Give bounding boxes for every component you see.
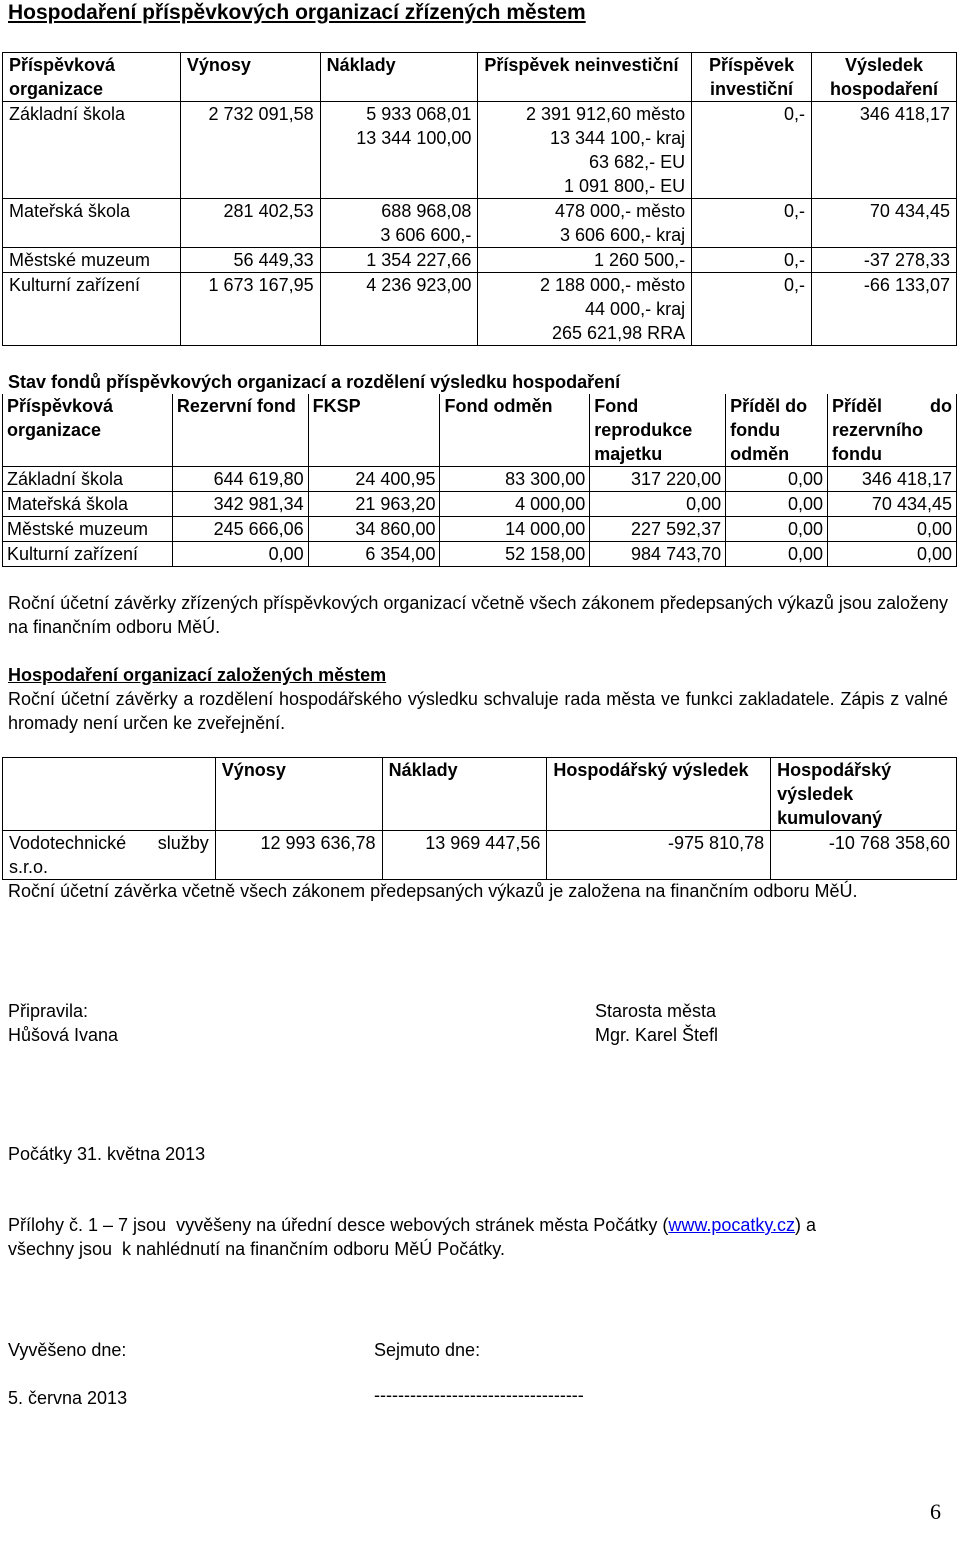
table-header-row [3, 758, 957, 831]
cell-revenue: 281 402,53 [180, 199, 320, 248]
cell-revenue: 1 673 167,95 [180, 273, 320, 346]
posted-label: Vyvěšeno dne: [8, 1340, 127, 1360]
col-header-cumulative-result: Hospodářský výsledek kumulovaný [771, 758, 957, 831]
mayor-label: Starosta města [595, 1001, 717, 1021]
cell-costs: 1 354 227,66 [320, 248, 478, 273]
table-row [3, 517, 957, 542]
col-header-allocation-reserve: Příděl do rezervního fondu [828, 394, 957, 467]
table-row [3, 542, 957, 567]
cell-value: 52 158,00 [440, 542, 590, 567]
cell-value: 34 860,00 [308, 517, 440, 542]
table-row [3, 199, 957, 248]
posted-date: 5. června 2013 [8, 1388, 128, 1408]
contributory-organizations-table [2, 52, 957, 346]
cell-value: 0,00 [726, 467, 828, 492]
cell-organization: Kulturní zařízení [3, 273, 181, 346]
table-header-row [3, 394, 957, 467]
page-number: 6 [930, 1499, 941, 1524]
attachments-line [8, 1213, 816, 1237]
cell-costs: 5 933 068,01 13 344 100,00 [320, 102, 478, 199]
col-header-fksp: FKSP [308, 394, 440, 467]
cell-value: 83 300,00 [440, 467, 590, 492]
cell-result: -975 810,78 [547, 831, 771, 880]
cell-value: 644 619,80 [172, 467, 308, 492]
cell-value: 14 000,00 [440, 517, 590, 542]
cell-organization: Kulturní zařízení [3, 542, 173, 567]
cell-result: -66 133,07 [812, 273, 957, 346]
cell-organization: Základní škola [3, 102, 181, 199]
cell-value: 984 743,70 [590, 542, 726, 567]
prepared-label: Připravila: [8, 1001, 89, 1021]
cell-noninvest: 2 391 912,60 město 13 344 100,- kraj 63 682,- EU 1 091 800,- EU [478, 102, 692, 199]
cell-invest: 0,- [692, 199, 812, 248]
cell-value: 0,00 [726, 517, 828, 542]
prepared-name: Hůšová Ivana [8, 1025, 119, 1045]
cell-value: 4 000,00 [440, 492, 590, 517]
cell-revenue: 56 449,33 [180, 248, 320, 273]
col-header-costs: Náklady [382, 758, 547, 831]
cell-organization: Mateřská škola [3, 199, 181, 248]
cell-value: 0,00 [172, 542, 308, 567]
table-row [3, 102, 957, 199]
cell-invest: 0,- [692, 273, 812, 346]
funds-table [2, 394, 957, 567]
col-header-allocation-reward: Příděl do fondu odměn [726, 394, 828, 467]
cell-organization: Mateřská škola [3, 492, 173, 517]
cell-costs: 13 969 447,56 [382, 831, 547, 880]
place-date: Počátky 31. května 2013 [8, 1144, 206, 1164]
cell-value: 24 400,95 [308, 467, 440, 492]
cell-organization: Vodotechnické služby s.r.o. [3, 831, 216, 880]
cell-organization: Městské muzeum [3, 248, 181, 273]
paragraph-founded: Roční účetní závěrky a rozdělení hospodářského výsledku schvaluje rada města ve funkci zakladatele. Zápis z valné hromady není určen ke zveřejnění. [8, 689, 948, 733]
cell-costs: 688 968,08 3 606 600,- [320, 199, 478, 248]
col-header-noninvest-contribution: Příspěvek neinvestiční [478, 53, 692, 102]
cell-value: 317 220,00 [590, 467, 726, 492]
table-header-row [3, 53, 957, 102]
cell-organization: Základní škola [3, 467, 173, 492]
cell-value: 0,00 [828, 517, 957, 542]
cell-costs: 4 236 923,00 [320, 273, 478, 346]
cell-result: 346 418,17 [812, 102, 957, 199]
col-header-revenue: Výnosy [180, 53, 320, 102]
website-link[interactable]: www.pocatky.cz [668, 1215, 796, 1235]
col-header-organization: Příspěvková organizace [3, 53, 181, 102]
cell-noninvest: 1 260 500,- [478, 248, 692, 273]
table-row [3, 248, 957, 273]
cell-revenue: 2 732 091,58 [180, 102, 320, 199]
cell-noninvest: 2 188 000,- město 44 000,- kraj 265 621,98 RRA [478, 273, 692, 346]
cell-result: 70 434,45 [812, 199, 957, 248]
cell-value: 0,00 [726, 542, 828, 567]
col-header-reproduction-fund: Fond reprodukce majetku [590, 394, 726, 467]
col-header-result: Výsledek hospodaření [812, 53, 957, 102]
attachments-line-2: všechny jsou k nahlédnutí na finančním odboru MěÚ Počátky. [8, 1239, 505, 1259]
removed-date-line: ----------------------------------- [374, 1385, 584, 1405]
cell-value: 70 434,45 [828, 492, 957, 517]
founded-organizations-table [2, 757, 957, 880]
section-title-funds: Stav fondů příspěvkových organizací a rozdělení výsledku hospodaření [8, 372, 621, 392]
cell-value: 0,00 [726, 492, 828, 517]
cell-value: 0,00 [590, 492, 726, 517]
col-header-organization: Příspěvková organizace [3, 394, 173, 467]
cell-cumulative: -10 768 358,60 [771, 831, 957, 880]
col-header-invest-contribution: Příspěvek investiční [692, 53, 812, 102]
table-row [3, 831, 957, 880]
mayor-name: Mgr. Karel Štefl [595, 1025, 719, 1045]
col-header-empty [3, 758, 216, 831]
cell-organization: Městské muzeum [3, 517, 173, 542]
col-header-result: Hospodářský výsledek [547, 758, 771, 831]
col-header-reserve-fund: Rezervní fond [172, 394, 308, 467]
cell-noninvest: 478 000,- město 3 606 600,- kraj [478, 199, 692, 248]
attachments-text: Přílohy č. 1 – 7 jsou vyvěšeny na úřední desce webových stránek města Počátky ( [8, 1215, 669, 1235]
removed-label: Sejmuto dne: [374, 1340, 481, 1360]
section-title-founded: Hospodaření organizací založených městem [8, 665, 387, 685]
cell-invest: 0,- [692, 248, 812, 273]
cell-revenue: 12 993 636,78 [215, 831, 382, 880]
paragraph-financial-statements: Roční účetní závěrky zřízených příspěvkových organizací včetně všech zákonem předepsaných výkazů jsou založeny na finančním odboru MěÚ. [8, 593, 948, 637]
cell-value: 21 963,20 [308, 492, 440, 517]
col-header-reward-fund: Fond odměn [440, 394, 590, 467]
cell-value: 0,00 [828, 542, 957, 567]
cell-value: 245 666,06 [172, 517, 308, 542]
cell-value: 6 354,00 [308, 542, 440, 567]
attachments-text-end: ) a [795, 1215, 817, 1235]
cell-result: -37 278,33 [812, 248, 957, 273]
cell-value: 227 592,37 [590, 517, 726, 542]
cell-invest: 0,- [692, 102, 812, 199]
cell-value: 342 981,34 [172, 492, 308, 517]
table-row [3, 492, 957, 517]
cell-value: 346 418,17 [828, 467, 957, 492]
col-header-revenue: Výnosy [215, 758, 382, 831]
col-header-costs: Náklady [320, 53, 478, 102]
page-title: Hospodaření příspěvkových organizací zřízených městem [8, 1, 586, 24]
paragraph-statement: Roční účetní závěrka včetně všech zákonem předepsaných výkazů je založena na finančním odboru MěÚ. [8, 881, 858, 901]
table-row [3, 273, 957, 346]
table-row [3, 467, 957, 492]
